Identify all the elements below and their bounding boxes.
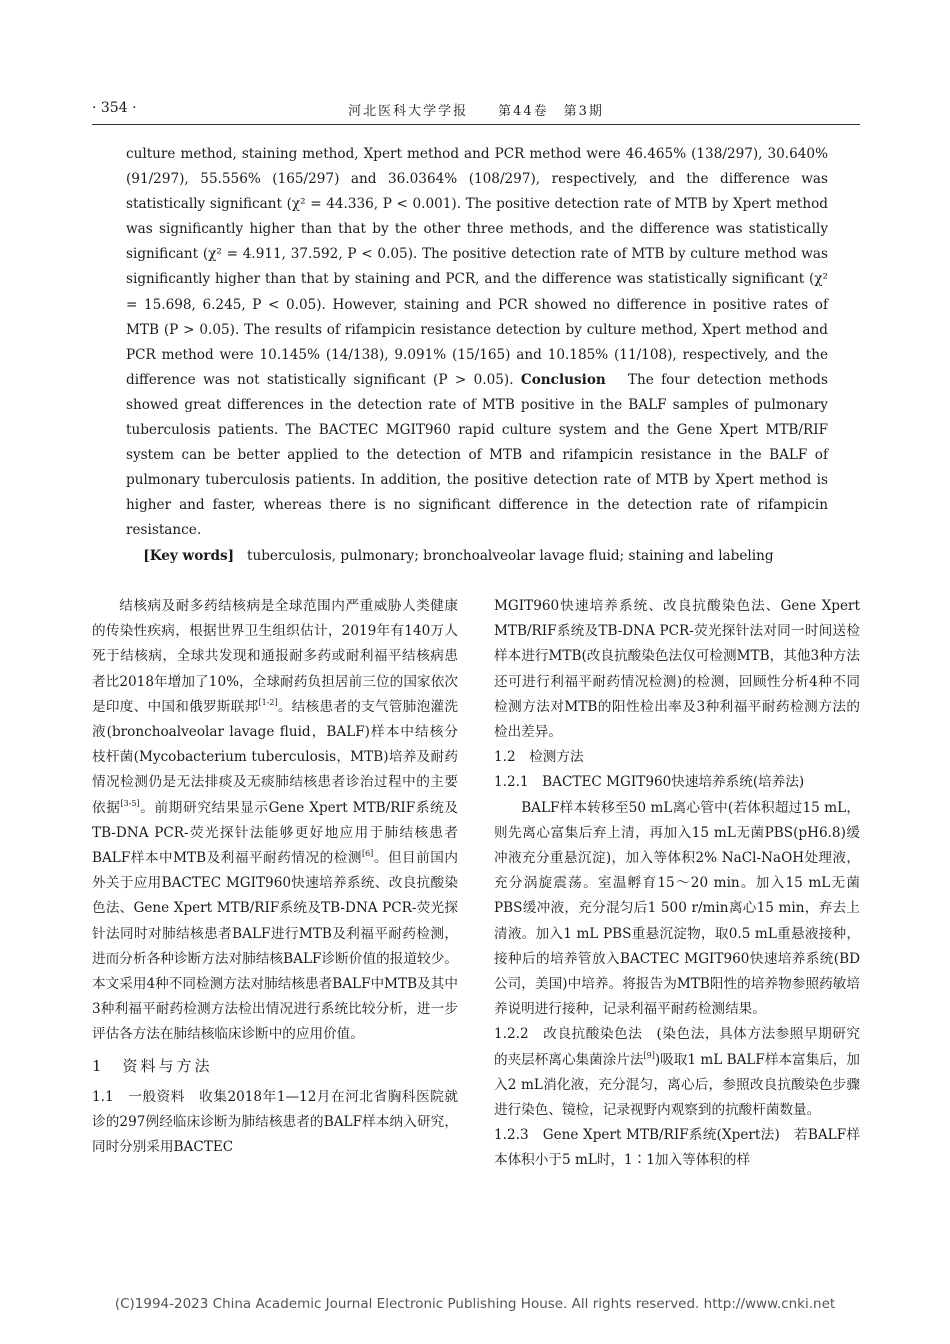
section-heading-methods: 1 资料与方法 (92, 1056, 213, 1075)
right-column (494, 594, 860, 1174)
methods-overview-paragraph: MGIT960快速培养系统、改良抗酸染色法、Gene Xpert MTB/RIF系统及TB-DNA PCR-荧光探针法对同一时间送检样本进行MTB(改良抗酸染色法仅可检测MTB，其他3种方法还可进行利福平耐药情况检测)的检测，回顾性分析4种不同检测方法对MTB的阳性检出率及3种利福平耐药检测方法的检出差异。 (494, 598, 860, 741)
staining-method-paragraph (494, 1022, 860, 1123)
keywords-label: [Key words] (143, 547, 235, 564)
subsection-general-data: 1.1 一般资料 收集2018年1—12月在河北省胸科医院就诊的297例经临床诊断为肺结核患者的BALF样本纳入研究，同时分别采用BACTEC (92, 1088, 458, 1156)
intro-text-4: 。但目前国内外关于应用BACTEC MGIT960快速培养系统、改良抗酸染色法、Gene Xpert MTB/RIF系统及TB-DNA PCR-荧光探针法同时对肺结核患者BALF进行MTB及利福平耐药检测，进而分析各种诊断方法对肺结核BALF诊断价值的报道较少。本文采用4种不同检测方法对肺结核患者BALF中MTB及其中3种利福平耐药检测方法检出情况进行系统比较分析，进一步评估各方法在肺结核临床诊断中的应用价值。 (92, 850, 459, 1043)
citation-ref: [3-5] (120, 798, 140, 808)
xpert-method-paragraph: 1.2.3 Gene Xpert MTB/RIF系统(Xpert法) 若BALF样本体积小于5 mL时，1∶1加入等体积的样 (494, 1127, 860, 1169)
culture-method-paragraph: BALF样本转移至50 mL离心管中(若体积超过15 mL，则先离心富集后弃上清，再加入15 mL无菌PBS(pH6.8)缓冲液充分重悬沉淀)，加入等体积2% NaCl-NaOH处理液，充分涡旋震荡。室温孵育15～20 min。加入15 mL无菌PBS缓冲液，充分混匀后1 500 r/min离心15 min，弃去上清液。加入1 mL PBS重悬沉淀物，取0.5 mL重悬液接种，接种后的培养管放入BACTEC MGIT960快速培养系统(BD公司，美国)中培养。将报告为MTB阳性的培养物参照药敏培养说明进行接种，记录利福平耐药检测结果。 (494, 799, 860, 1018)
intro-text-1: 结核病及耐多药结核病是全球范围内严重威胁人类健康的传染性疾病，根据世界卫生组织估计，2019年有140万人死于结核病，全球共发现和通报耐多药或耐利福平结核病患者比2018年增加了10%，全球耐药负担居前三位的国家依次是印度、中国和俄罗斯联邦 (92, 598, 458, 715)
page-number: · 354 · (92, 100, 137, 116)
intro-text-3: 。前期研究结果显示Gene Xpert MTB/RIF系统及TB-DNA PCR-荧光探针法能够更好地应用于肺结核患者BALF样本中MTB及利福平耐药情况的检测 (92, 799, 459, 867)
staining-text-1: 1.2.2 改良抗酸染色法 (染色法，具体方法参照早期研究的夹层杯离心集菌涂片法 (494, 1026, 860, 1068)
citation-ref: [6] (361, 849, 374, 859)
citation-ref: [9] (643, 1050, 655, 1060)
conclusion-label: Conclusion (520, 371, 606, 388)
keywords-line (126, 544, 828, 569)
intro-paragraph (92, 594, 458, 1048)
intro-text-2: 。结核患者的支气管肺泡灌洗液(bronchoalveolar lavage fluid，BALF)样本中结核分枝杆菌(Mycobacterium tuberculosis，MTB)培养及耐药情况检测仍是无法排痰及无痰肺结核患者诊治过程中的主要依据 (92, 698, 458, 816)
keywords-text: tuberculosis, pulmonary; bronchoalveolar lavage fluid; staining and labeling (247, 547, 774, 564)
abstract-paragraph (126, 142, 828, 544)
subsection-heading-detection: 1.2 检测方法 (494, 749, 584, 766)
left-column (92, 594, 458, 1160)
subsubsection-heading-culture: 1.2.1 BACTEC MGIT960快速培养系统(培养法) (494, 774, 805, 791)
abstract-conclusion: The four detection methods showed great differences in the detection rate of MTB positive in the BALF samples of pulmonary tuberculosis patients. The BACTEC MGIT960 rapid culture system and the Gene Xpert MTB/RIF system can be better applied to the detection of MTB and rifampicin resistance in the BALF of pulmonary tuberculosis patients. In addition, the positive detection rate of MTB by Xpert method is higher and faster, whereas there is no significant difference in the detection rate of rifampicin resistance. (126, 371, 828, 539)
abstract-results: culture method, staining method, Xpert method and PCR method were 46.465% (138/297), 30.640% (91/297), 55.556% (165/297) and 36.0364% (108/297), respectively, and the difference was statistically significant (χ² = 44.336, P < 0.001). The positive detection rate of MTB by Xpert method was significantly higher than that by the other three methods, and the difference was statistically significant (χ² = 4.911, 37.592, P < 0.05). The positive detection rate of MTB by culture method was significantly higher than that by staining and PCR, and the difference was statistically significant (χ² = 15.698, 6.245, P < 0.05). However, staining and PCR showed no difference in positive rates of MTB (P > 0.05). The results of rifampicin resistance detection by culture method, Xpert method and PCR method were 10.145% (14/138), 9.091% (15/165) and 10.185% (11/108), respectively, and the difference was not statistically significant (P > 0.05). (126, 146, 828, 388)
copyright-footer: (C)1994-2023 China Academic Journal Electronic Publishing House. All rights reserved. http://www.cnki.net (114, 1296, 836, 1312)
header-rule (92, 124, 860, 125)
citation-ref: [1-2] (258, 697, 278, 707)
journal-running-title: 河北医科大学学报 第44卷 第3期 (348, 104, 604, 119)
running-header (92, 92, 860, 124)
english-abstract (126, 142, 828, 569)
staining-text-2: )吸取1 mL BALF样本富集后，加入2 mL消化液，充分混匀，离心后，参照改良抗酸染色步骤进行染色、镜检，记录视野内观察到的抗酸杆菌数量。 (494, 1051, 860, 1119)
